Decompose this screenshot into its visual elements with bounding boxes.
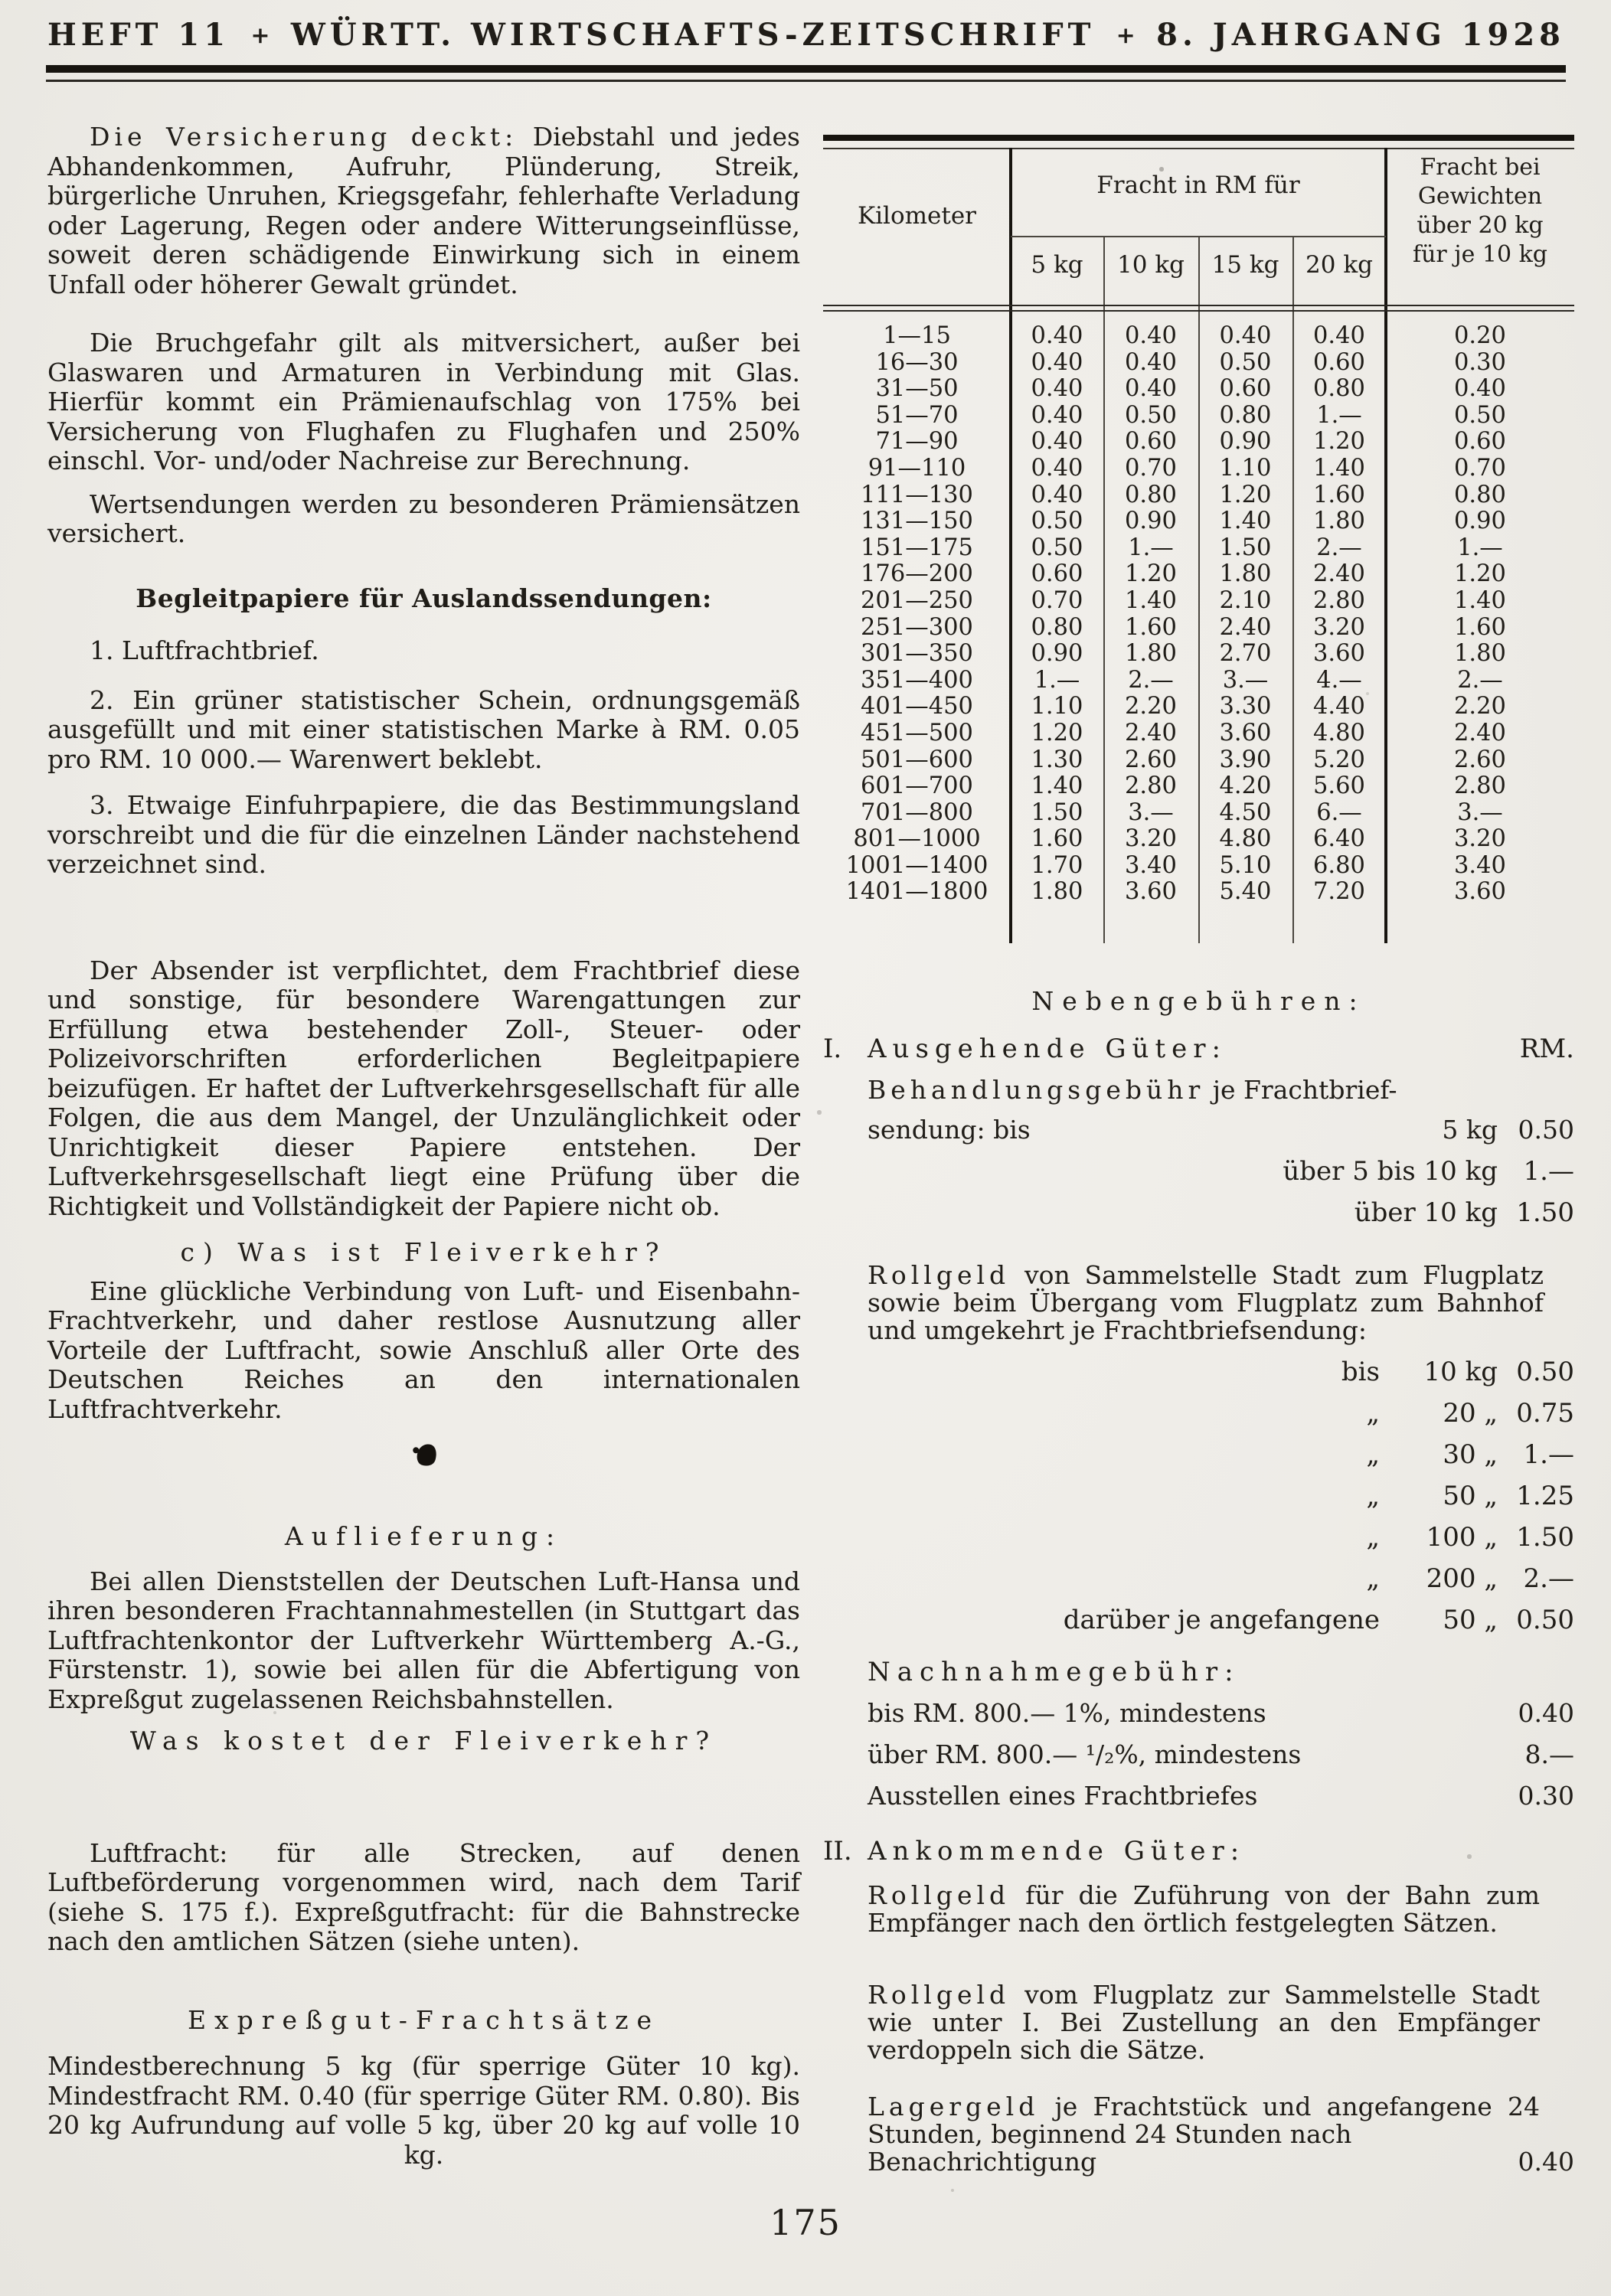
tier-price: 2.— <box>1523 1563 1574 1594</box>
rate-cell: 0.80 <box>1125 481 1177 508</box>
left-column <box>47 98 800 2170</box>
tier-label: „ <box>1366 1522 1380 1553</box>
over20-header <box>1386 153 1574 269</box>
heading-nachnahmegebuehr: Nachnahmegebühr: <box>868 1657 1240 1687</box>
rate-cell: 7.20 <box>1313 878 1365 906</box>
rate-cell: 3.30 <box>1219 693 1272 720</box>
km-range-cell: 51—70 <box>875 401 959 429</box>
rate-cell: 0.40 <box>1031 401 1083 429</box>
rate-cell: 4.— <box>1316 666 1362 694</box>
km-range-cell: 501—600 <box>861 746 973 773</box>
km-range-cell: 601—700 <box>861 772 973 800</box>
tier-price: 0.40 <box>1518 1698 1574 1728</box>
rate-cell: 2.80 <box>1313 586 1365 614</box>
masthead-rule-thick <box>46 65 1566 73</box>
tier-quantity: 30 „ <box>1443 1439 1498 1470</box>
km-range-cell: 91—110 <box>868 454 966 482</box>
rate-cell: 0.40 <box>1031 481 1083 508</box>
table-header-15kg: 15 kg <box>1211 251 1279 279</box>
tier-quantity: 20 „ <box>1443 1398 1498 1429</box>
rate-cell: 3.60 <box>1313 640 1365 668</box>
rate-cell: 1.40 <box>1313 454 1365 482</box>
rate-cell: 2.40 <box>1313 560 1365 588</box>
rate-cell: 0.40 <box>1125 348 1177 376</box>
rate-cell: 0.40 <box>1219 322 1272 349</box>
km-range-cell: 701—800 <box>861 799 973 826</box>
nachnahme-line <box>868 1741 1574 1769</box>
rate-cell: 0.40 <box>1313 322 1365 349</box>
over20-rate-cell: 0.90 <box>1454 508 1506 535</box>
rate-cell: 2.80 <box>1125 772 1177 800</box>
table-header-20kg: 20 kg <box>1305 251 1373 279</box>
para-bruchgefahr: Die Bruchgefahr gilt als mitversichert, außer bei Glaswaren und Armaturen in Verbindung mit Glas. Hierfür kommt ein Prämienaufschlag von 175% bei Versicherung von Flughafen zu Flughafen und 250% einschl. Vor- und/oder Nachreise zur Berechnung. <box>47 328 800 475</box>
tier-quantity: 200 „ <box>1426 1563 1498 1594</box>
rate-cell: 1.30 <box>1031 746 1083 773</box>
tier-quantity: 5 kg <box>1442 1115 1498 1145</box>
title-ausgehende-gueter: Ausgehende Güter: RM. <box>868 1034 1574 1064</box>
rate-cell: 0.70 <box>1125 454 1177 482</box>
para-rollgeld-zufuehrung: Rollgeld für die Zuführung von der Bahn zum Empfänger nach den örtlich festgelegten Sätzen. <box>868 1880 1540 1938</box>
list-item-einfuhrpapiere: 3. Etwaige Einfuhrpapiere, die das Bestimmungsland vorschreibt und die für die einzelnen Länder nachstehend verzeichnet sind. <box>47 790 800 879</box>
rate-cell: 3.— <box>1222 666 1269 694</box>
over20-rate-cell: 0.40 <box>1454 375 1506 403</box>
tier-price: 0.40 <box>1518 2147 1574 2177</box>
tier-price: 0.50 <box>1516 1357 1574 1387</box>
rollgeld-tier-row <box>868 1524 1574 1551</box>
nachnahme-line <box>868 1782 1574 1810</box>
heading-begleitpapiere: Begleitpapiere für Auslandssendungen: <box>136 583 712 613</box>
fee-description: über RM. 800.— ¹/₂%, mindestens <box>868 1739 1302 1769</box>
rate-cell: 5.10 <box>1219 851 1272 879</box>
over20-rate-cell: 1.60 <box>1454 613 1506 641</box>
masthead-heft: HEFT 11 <box>47 17 230 53</box>
tier-price: 8.— <box>1524 1739 1574 1769</box>
para-expressgut: Mindestberechnung 5 kg (für sperrige Güter 10 kg). Mindestfracht RM. 0.40 (für sperrige Güter RM. 0.80). Bis 20 kg Aufrundung auf volle 5 kg, über 20 kg auf volle 10 kg. <box>47 2051 800 2170</box>
tier-price: 1.50 <box>1516 1522 1574 1553</box>
rate-cell: 4.20 <box>1219 772 1272 800</box>
over20-rate-cell: 3.20 <box>1454 825 1506 853</box>
rate-cell: 1.80 <box>1125 640 1177 668</box>
rate-cell: 2.20 <box>1125 693 1177 720</box>
rate-cell: 0.70 <box>1031 586 1083 614</box>
nachnahme-lines <box>868 1700 1574 1810</box>
over20-rate-cell: 1.— <box>1457 534 1503 561</box>
rate-cell: 2.70 <box>1219 640 1272 668</box>
tier-price: 1.25 <box>1516 1481 1574 1511</box>
tier-label: darüber je angefangene <box>1063 1605 1380 1635</box>
tier-label: „ <box>1366 1398 1380 1429</box>
km-range-cell: 151—175 <box>861 534 973 561</box>
rate-cell: 0.40 <box>1125 322 1177 349</box>
fee-description: bis RM. 800.— 1%, mindestens <box>868 1698 1266 1728</box>
table-header-fracht-group: Fracht in RM für <box>1096 171 1300 199</box>
rate-cell: 1.20 <box>1219 481 1272 508</box>
tier-price: 1.— <box>1523 1439 1574 1470</box>
rate-cell: 1.20 <box>1125 560 1177 588</box>
title-ankommende-gueter: Ankommende Güter: <box>868 1836 1246 1867</box>
over20-rate-cell: 2.80 <box>1454 772 1506 800</box>
km-range-cell: 111—130 <box>861 481 973 508</box>
rate-cell: 1.60 <box>1031 825 1083 853</box>
rate-cell: 5.20 <box>1313 746 1365 773</box>
km-range-cell: 1—15 <box>883 322 951 349</box>
tier-price: 1.50 <box>1516 1197 1574 1228</box>
rate-cell: 5.40 <box>1219 878 1272 906</box>
behandlungsgebuehr-line2: sendung: bis 5 kg 0.50 <box>868 1115 1574 1145</box>
rate-cell: 0.40 <box>1031 428 1083 456</box>
tier-label: „ <box>1366 1481 1380 1511</box>
over20-rate-cell: 0.20 <box>1454 322 1506 349</box>
over20-rate-cell: 0.60 <box>1454 428 1506 456</box>
over20-rate-cell: 0.80 <box>1454 481 1506 508</box>
rate-cell: 0.50 <box>1031 508 1083 535</box>
over20-rate-cell: 1.80 <box>1454 640 1506 668</box>
rollgeld-tiers <box>868 1358 1574 1634</box>
rate-cell: 1.— <box>1034 666 1080 694</box>
over20-header-line: Gewichten <box>1417 183 1543 210</box>
heading-expressgut-frachtsaetze: Expreßgut-Frachtsätze <box>187 2004 661 2035</box>
freight-table-rows <box>823 323 1574 906</box>
masthead <box>47 17 1565 53</box>
behandlungsgebuehr-line1: Behandlungsgebühr je Frachtbrief- <box>868 1075 1397 1105</box>
over20-header-line: Fracht bei <box>1420 154 1541 181</box>
rate-cell: 4.40 <box>1313 693 1365 720</box>
table-header-5kg: 5 kg <box>1031 251 1083 279</box>
tier-price: 1.— <box>1523 1156 1574 1187</box>
rate-cell: 1.60 <box>1313 481 1365 508</box>
table-header-10kg: 10 kg <box>1117 251 1185 279</box>
rate-cell: 0.40 <box>1031 348 1083 376</box>
currency-label: RM. <box>1519 1034 1574 1064</box>
rate-cell: 1.20 <box>1031 719 1083 746</box>
rate-cell: 3.20 <box>1125 825 1177 853</box>
lagergeld-price-line: Benachrichtigung 0.40 <box>868 2147 1574 2177</box>
para-absender: Der Absender ist verpflichtet, dem Frachtbrief diese und sonstige, für besondere Warengattungen zur Erfüllung etwa bestehender Zoll-, Steuer- oder Polizeivorschriften erforderlichen Begleitpapiere beizufügen. Er haftet der Luftverkehrsgesellschaft für alle Folgen, die aus dem Mangel, der Unzulänglichkeit oder Unrichtigkeit dieser Papiere entstehen. Der Luftverkehrsgesellschaft liegt eine Prüfung über die Richtigkeit und Vollständigkeit der Papiere nicht ob. <box>47 955 800 1221</box>
km-range-cell: 131—150 <box>861 508 973 535</box>
over20-rate-cell: 0.70 <box>1454 454 1506 482</box>
rate-cell: 3.60 <box>1125 878 1177 906</box>
rate-cell: 2.10 <box>1219 586 1272 614</box>
rate-cell: 3.40 <box>1125 851 1177 879</box>
para-auflieferung: Bei allen Dienststellen der Deutschen Luft-Hansa und ihren besonderen Frachtannahmestellen (in Stuttgart das Luftfrachtenkontor der Luftverkehr Württemberg A.-G., Fürstenstr. 1), sowie bei allen für die Abfertigung von Expreßgut zugelassenen Reichsbahnstellen. <box>47 1566 800 1714</box>
behandlungsgebuehr-tier <box>868 1199 1574 1226</box>
tier-label: bis <box>1341 1357 1380 1387</box>
table-rule-top-thick <box>823 135 1574 141</box>
km-range-cell: 251—300 <box>861 613 973 641</box>
tier-price: 0.50 <box>1518 1115 1574 1145</box>
rate-cell: 3.— <box>1128 799 1174 826</box>
rate-cell: 2.60 <box>1125 746 1177 773</box>
rollgeld-tier-row <box>868 1606 1574 1634</box>
rate-cell: 1.50 <box>1219 534 1272 561</box>
rate-cell: 1.80 <box>1313 508 1365 535</box>
over20-rate-cell: 2.20 <box>1454 693 1506 720</box>
table-rule-header-double <box>823 310 1574 312</box>
rate-cell: 0.60 <box>1125 428 1177 456</box>
para-versicherung-lead: Die Versicherung deckt: <box>90 122 518 152</box>
masthead-journal-title: WÜRTT. WIRTSCHAFTS-ZEITSCHRIFT <box>290 17 1096 53</box>
rate-cell: 2.— <box>1128 666 1174 694</box>
rate-cell: 1.80 <box>1219 560 1272 588</box>
km-range-cell: 176—200 <box>861 560 973 588</box>
rate-cell: 5.60 <box>1313 772 1365 800</box>
para-kostet: Luftfracht: für alle Strecken, auf denen Luftbeförderung vorgenommen wird, nach dem Tarif (siehe S. 175 f.). Expreßgutfracht: für die Bahnstrecke nach den amtlichen Sätzen (siehe unten). <box>47 1837 800 1956</box>
over20-rate-cell: 2.— <box>1457 666 1503 694</box>
rate-cell: 3.60 <box>1219 719 1272 746</box>
list-item-luftfrachtbrief: 1. Luftfrachtbrief. <box>90 635 319 665</box>
rollgeld-tier-row <box>868 1441 1574 1468</box>
para-wertsendungen: Wertsendungen werden zu besonderen Prämiensätzen versichert. <box>47 488 800 548</box>
section-ankommende-gueter <box>823 1837 1574 2176</box>
fee-description: Ausstellen eines Frachtbriefes <box>868 1781 1258 1811</box>
over20-rate-cell: 1.20 <box>1454 560 1506 588</box>
masthead-separator-icon: + <box>1116 22 1136 49</box>
km-range-cell: 301—350 <box>861 640 973 668</box>
km-range-cell: 351—400 <box>861 666 973 694</box>
table-header-weights <box>1011 251 1386 279</box>
table-header-kilometer: Kilometer <box>857 202 976 230</box>
page-number: 175 <box>770 2202 841 2243</box>
rate-cell: 0.40 <box>1031 454 1083 482</box>
para-rollgeld-flugplatz: Rollgeld vom Flugplatz zur Sammelstelle Stadt wie unter I. Bei Zustellung an den Empfänger verdoppeln sich die Sätze. <box>868 1980 1540 2065</box>
tier-price: 0.30 <box>1518 1781 1574 1811</box>
rate-cell: 1.40 <box>1031 772 1083 800</box>
rate-cell: 6.80 <box>1313 851 1365 879</box>
table-rule-top-thin <box>823 148 1574 149</box>
rate-cell: 3.20 <box>1313 613 1365 641</box>
para-versicherung <box>47 122 800 299</box>
right-column <box>823 107 1574 2176</box>
tier-quantity: 100 „ <box>1426 1522 1498 1553</box>
table-rule-under-group <box>1011 236 1386 237</box>
rate-cell: 1.60 <box>1125 613 1177 641</box>
over20-rate-cell: 3.— <box>1457 799 1503 826</box>
tier-quantity: über 10 kg <box>1354 1197 1498 1228</box>
masthead-year: 8. JAHRGANG 1928 <box>1156 17 1565 53</box>
rate-cell: 6.40 <box>1313 825 1365 853</box>
rate-cell: 1.80 <box>1031 878 1083 906</box>
rate-cell: 2.— <box>1316 534 1362 561</box>
rate-cell: 6.— <box>1316 799 1362 826</box>
section-ausgehende-gueter <box>823 1035 1574 1810</box>
over20-rate-cell: 1.40 <box>1454 586 1506 614</box>
rate-cell: 2.40 <box>1125 719 1177 746</box>
rate-cell: 0.90 <box>1125 508 1177 535</box>
rate-cell: 1.20 <box>1313 428 1365 456</box>
rate-cell: 3.90 <box>1219 746 1272 773</box>
heading-was-kostet: Was kostet der Fleiverkehr? <box>129 1726 718 1755</box>
table-rule-header-double <box>823 305 1574 306</box>
rollgeld-tier-row <box>868 1358 1574 1386</box>
rate-cell: 0.60 <box>1313 348 1365 376</box>
tier-label: „ <box>1366 1439 1380 1470</box>
freight-rate-table <box>823 135 1574 977</box>
km-range-cell: 1401—1800 <box>845 878 988 906</box>
rate-cell: 1.40 <box>1125 586 1177 614</box>
tier-price: 0.50 <box>1516 1605 1574 1635</box>
rollgeld-tier-row <box>868 1565 1574 1592</box>
heading-nebengebuehren: Nebengebühren: <box>1031 986 1366 1016</box>
rate-cell: 0.60 <box>1219 375 1272 403</box>
rate-cell: 1.50 <box>1031 799 1083 826</box>
rate-cell: 0.40 <box>1031 322 1083 349</box>
nachnahme-line <box>868 1700 1574 1727</box>
km-range-cell: 71—90 <box>875 428 959 456</box>
rollgeld-tier-row <box>868 1482 1574 1510</box>
km-range-cell: 801—1000 <box>853 825 981 853</box>
km-range-cell: 1001—1400 <box>845 851 988 879</box>
over20-rate-cell: 0.30 <box>1454 348 1506 376</box>
rate-cell: 0.90 <box>1031 640 1083 668</box>
tier-quantity: 50 „ <box>1443 1605 1498 1635</box>
km-range-cell: 451—500 <box>861 719 973 746</box>
section-numeral: II. <box>823 1836 852 1867</box>
rate-cell: 0.80 <box>1219 401 1272 429</box>
over20-rate-cell: 3.60 <box>1454 878 1506 906</box>
rate-cell: 0.90 <box>1219 428 1272 456</box>
rate-cell: 1.10 <box>1031 693 1083 720</box>
para-fleiverkehr: Eine glückliche Verbindung von Luft- und Eisenbahn-Frachtverkehr, und daher restlose Ausnutzung aller Vorteile der Luftfracht, sowie Anschluß aller Orte des Deutschen Reiches an den internationalen Luftfrachtverkehr. <box>47 1275 800 1424</box>
rate-cell: 4.80 <box>1313 719 1365 746</box>
km-range-cell: 201—250 <box>861 586 973 614</box>
para-versicherung-rest: Diebstahl und jedes Abhandenkommen, Aufruhr, Plünderung, Streik, bürgerliche Unruhen, Kriegsgefahr, fehlerhafte Verladung oder Lagerung, Regen oder andere Witterungseinflüsse, soweit deren schädigende Einwirkung sich in einem Unfall oder höherer Gewalt gründet. <box>47 122 800 299</box>
rate-cell: 1.40 <box>1219 508 1272 535</box>
rate-cell: 1.10 <box>1219 454 1272 482</box>
heading-was-ist-fleiverkehr: c) Was ist Fleiverkehr? <box>180 1237 668 1267</box>
rate-cell: 0.80 <box>1031 613 1083 641</box>
km-range-cell: 31—50 <box>875 375 959 403</box>
list-item-statistischer-schein: 2. Ein grüner statistischer Schein, ordnungsgemäß ausgefüllt und mit einer statistischen Marke à RM. 0.05 pro RM. 10 000.— Warenwert beklebt. <box>47 684 800 774</box>
behandlungsgebuehr-tier <box>868 1158 1574 1185</box>
rate-cell: 1.70 <box>1031 851 1083 879</box>
scan-speckles <box>0 0 2 2</box>
rate-cell: 0.50 <box>1219 348 1272 376</box>
km-range-cell: 16—30 <box>875 348 959 376</box>
rate-cell: 1.— <box>1128 534 1174 561</box>
rate-cell: 0.60 <box>1031 560 1083 588</box>
rate-cell: 0.50 <box>1031 534 1083 561</box>
masthead-separator-icon: + <box>250 22 270 49</box>
rate-cell: 4.80 <box>1219 825 1272 853</box>
rollgeld-tier-row <box>868 1399 1574 1427</box>
over20-rate-cell: 2.40 <box>1454 719 1506 746</box>
tier-quantity: 50 „ <box>1443 1481 1498 1511</box>
tier-label: „ <box>1366 1563 1380 1594</box>
rate-cell: 4.50 <box>1219 799 1272 826</box>
rate-cell: 0.50 <box>1125 401 1177 429</box>
over20-header-line: über 20 kg <box>1417 212 1544 239</box>
km-range-cell: 401—450 <box>861 693 973 720</box>
para-rollgeld-sammelstelle: Rollgeld von Sammelstelle Stadt zum Flugplatz sowie beim Übergang vom Flugplatz zum Bahnhof und umgekehrt je Frachtbriefsendung: <box>868 1260 1544 1345</box>
section-numeral: I. <box>823 1034 842 1064</box>
rate-cell: 0.80 <box>1313 375 1365 403</box>
rate-cell: 0.40 <box>1125 375 1177 403</box>
rate-cell: 0.40 <box>1031 375 1083 403</box>
para-lagergeld: Lagergeld je Frachtstück und angefangene 24 Stunden, beginnend 24 Stunden nach <box>868 2092 1540 2149</box>
tier-quantity: 10 kg <box>1423 1357 1498 1387</box>
tier-price: 0.75 <box>1516 1398 1574 1429</box>
tier-quantity: über 5 bis 10 kg <box>1283 1156 1498 1187</box>
rate-cell: 1.— <box>1316 401 1362 429</box>
masthead-rule-thin <box>46 80 1566 82</box>
heading-auflieferung: Auflieferung: <box>284 1521 564 1551</box>
over20-rate-cell: 0.50 <box>1454 401 1506 429</box>
over20-rate-cell: 2.60 <box>1454 746 1506 773</box>
over20-header-line: für je 10 kg <box>1413 241 1547 268</box>
rate-cell: 2.40 <box>1219 613 1272 641</box>
over20-rate-cell: 3.40 <box>1454 851 1506 879</box>
